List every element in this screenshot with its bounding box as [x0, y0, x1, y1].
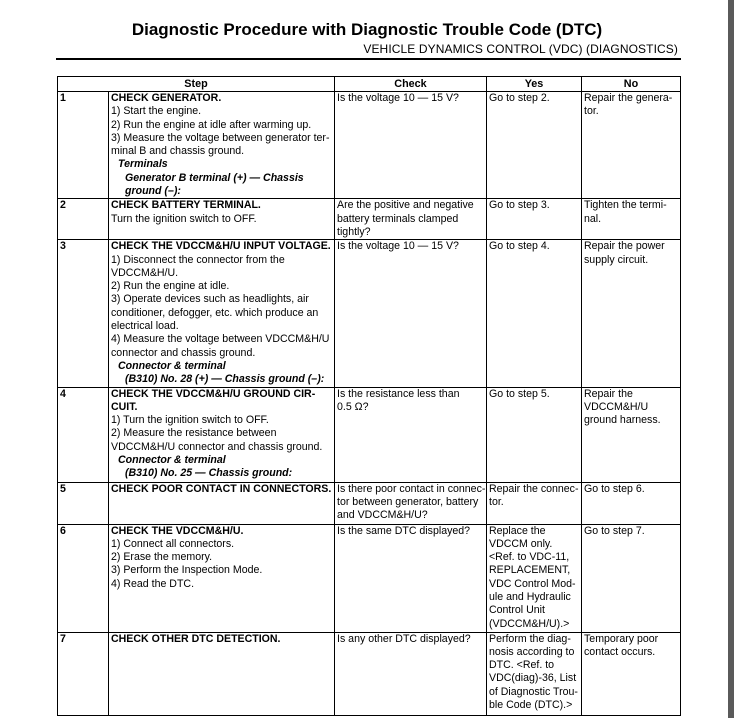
no-line: contact occurs. [584, 645, 656, 658]
yes-line: Repair the connec- [489, 482, 579, 495]
yes-cell [487, 92, 582, 199]
yes-cell [487, 482, 582, 524]
no-line: supply circuit. [584, 253, 649, 266]
check-line: Is the voltage 10 — 15 V? [337, 92, 459, 104]
yes-line: VDC Control Mod- [489, 577, 576, 590]
step-line: CHECK THE VDCCM&H/U INPUT VOLTAGE. [111, 240, 331, 253]
no-cell [582, 92, 681, 199]
page-edge [728, 0, 734, 718]
step-cell [109, 92, 335, 199]
no-line: Temporary poor [584, 632, 659, 645]
step-line: (B310) No. 25 — Chassis ground: [125, 467, 293, 480]
no-cell [582, 387, 681, 482]
step-number: 1 [58, 92, 109, 199]
check-line: tightly? [337, 225, 371, 238]
yes-line: Control Unit [489, 604, 545, 617]
table-row [58, 482, 681, 524]
step-cell [109, 632, 335, 715]
table-row [58, 387, 681, 482]
step-line: connector and chassis ground. [111, 346, 256, 359]
check-line: battery terminals clamped [337, 212, 459, 225]
step-line: VDCCM&H/U. [111, 266, 179, 279]
check-line: and VDCCM&H/U? [337, 509, 428, 522]
step-line: CHECK THE VDCCM&H/U. [111, 524, 244, 537]
step-line: 4) Read the DTC. [111, 577, 195, 590]
step-line: ground (–): [125, 185, 181, 198]
header-rule [56, 58, 681, 60]
yes-line: Go to step 5. [489, 387, 550, 400]
step-line: 3) Perform the Inspection Mode. [111, 564, 263, 577]
check-line: tor between generator, battery [337, 495, 479, 508]
step-number: 3 [58, 240, 109, 387]
no-line: tor. [584, 105, 599, 118]
yes-line: nosis according to [489, 645, 575, 658]
yes-cell [487, 199, 582, 240]
yes-line: Go to step 4. [489, 240, 550, 253]
table-row [58, 199, 681, 240]
no-line: Go to step 6. [584, 482, 645, 495]
yes-line: Go to step 3. [489, 199, 550, 212]
step-line: CHECK GENERATOR. [111, 92, 222, 104]
step-cell [109, 387, 335, 482]
yes-line: (VDCCM&H/U).> [489, 617, 570, 630]
check-cell [335, 199, 487, 240]
no-line: nal. [584, 212, 602, 225]
step-line: CUIT. [111, 400, 138, 413]
yes-cell [487, 387, 582, 482]
step-line: CHECK OTHER DTC DETECTION. [111, 632, 281, 645]
check-line: Is the resistance less than [337, 387, 460, 400]
no-cell [582, 482, 681, 524]
yes-line: REPLACEMENT, [489, 564, 571, 577]
yes-line: Go to step 2. [489, 92, 550, 104]
step-line: Connector & terminal [118, 454, 226, 467]
step-cell [109, 240, 335, 387]
yes-line: DTC. <Ref. to [489, 659, 555, 672]
step-line: 2) Erase the memory. [111, 551, 213, 564]
step-line: 2) Run the engine at idle. [111, 280, 230, 293]
step-line: 1) Disconnect the connector from the [111, 253, 285, 266]
dtc-procedure-table [57, 76, 681, 716]
check-line: Is any other DTC displayed? [337, 632, 471, 645]
check-cell [335, 387, 487, 482]
step-number: 5 [58, 482, 109, 524]
no-cell [582, 632, 681, 715]
check-cell [335, 240, 487, 387]
column-header-yes: Yes [487, 77, 582, 92]
check-cell [335, 482, 487, 524]
yes-line: VDC(diag)-36, List [489, 672, 577, 685]
table-row [58, 524, 681, 632]
yes-line: ule and Hydraulic [489, 591, 571, 604]
step-line: minal B and chassis ground. [111, 145, 245, 158]
table-row [58, 240, 681, 387]
table-row [58, 632, 681, 715]
section-subtitle: VEHICLE DYNAMICS CONTROL (VDC) (DIAGNOSTICS) [363, 42, 678, 56]
no-cell [582, 240, 681, 387]
no-line: Repair the power [584, 240, 665, 253]
step-line: 1) Turn the ignition switch to OFF. [111, 414, 269, 427]
step-number: 6 [58, 524, 109, 632]
step-line: 1) Connect all connectors. [111, 537, 235, 550]
check-line: 0.5 Ω? [337, 400, 369, 413]
step-line: CHECK BATTERY TERMINAL. [111, 199, 261, 212]
step-line: 2) Run the engine at idle after warming up. [111, 118, 312, 131]
column-header-check: Check [335, 77, 487, 92]
step-line: electrical load. [111, 320, 179, 333]
check-cell [335, 524, 487, 632]
step-line: CHECK THE VDCCM&H/U GROUND CIR- [111, 387, 316, 400]
yes-line: VDCCM only. [489, 537, 553, 550]
step-cell [109, 524, 335, 632]
step-line: 4) Measure the voltage between VDCCM&H/U [111, 333, 330, 346]
check-cell [335, 92, 487, 199]
step-cell [109, 482, 335, 524]
no-line: Repair the genera- [584, 92, 673, 104]
no-cell [582, 524, 681, 632]
yes-cell [487, 524, 582, 632]
no-line: Tighten the termi- [584, 199, 667, 212]
yes-cell [487, 240, 582, 387]
yes-line: Replace the [489, 524, 546, 537]
check-line: Are the positive and negative [337, 199, 474, 212]
yes-line: ble Code (DTC).> [489, 699, 573, 712]
step-line: Generator B terminal (+) — Chassis [125, 171, 304, 184]
check-line: Is the voltage 10 — 15 V? [337, 240, 459, 253]
step-line: 2) Measure the resistance between [111, 427, 277, 440]
step-line: 3) Operate devices such as headlights, air [111, 293, 309, 306]
step-line: 3) Measure the voltage between generator ter- [111, 131, 330, 144]
check-cell [335, 632, 487, 715]
yes-line: Perform the diag- [489, 632, 571, 645]
no-line: Go to step 7. [584, 524, 645, 537]
yes-line: <Ref. to VDC-11, [489, 551, 570, 564]
step-cell [109, 199, 335, 240]
check-line: Is the same DTC displayed? [337, 524, 471, 537]
yes-line: tor. [489, 495, 504, 508]
step-line: conditioner, defogger, etc. which produce an [111, 306, 319, 319]
step-line: (B310) No. 28 (+) — Chassis ground (–): [125, 373, 325, 386]
step-line: 1) Start the engine. [111, 105, 202, 118]
table-body [58, 92, 681, 716]
step-line: CHECK POOR CONTACT IN CONNECTORS. [111, 482, 332, 495]
column-header-step: Step [58, 77, 335, 92]
step-number: 2 [58, 199, 109, 240]
check-line: Is there poor contact in connec- [337, 482, 486, 495]
step-line: VDCCM&H/U connector and chassis ground. [111, 440, 323, 453]
page-title: Diagnostic Procedure with Diagnostic Trouble Code (DTC) [131, 20, 603, 39]
no-line: ground harness. [584, 414, 661, 427]
table-row [58, 92, 681, 199]
yes-cell [487, 632, 582, 715]
step-number: 4 [58, 387, 109, 482]
step-line: Terminals [118, 158, 168, 171]
table-header-row [58, 77, 681, 92]
no-line: Repair the [584, 387, 633, 400]
yes-line: of Diagnostic Trou- [489, 685, 578, 698]
step-line: Connector & terminal [118, 359, 226, 372]
column-header-no: No [582, 77, 681, 92]
step-number: 7 [58, 632, 109, 715]
step-line: Turn the ignition switch to OFF. [111, 212, 257, 225]
no-cell [582, 199, 681, 240]
no-line: VDCCM&H/U [584, 400, 649, 413]
